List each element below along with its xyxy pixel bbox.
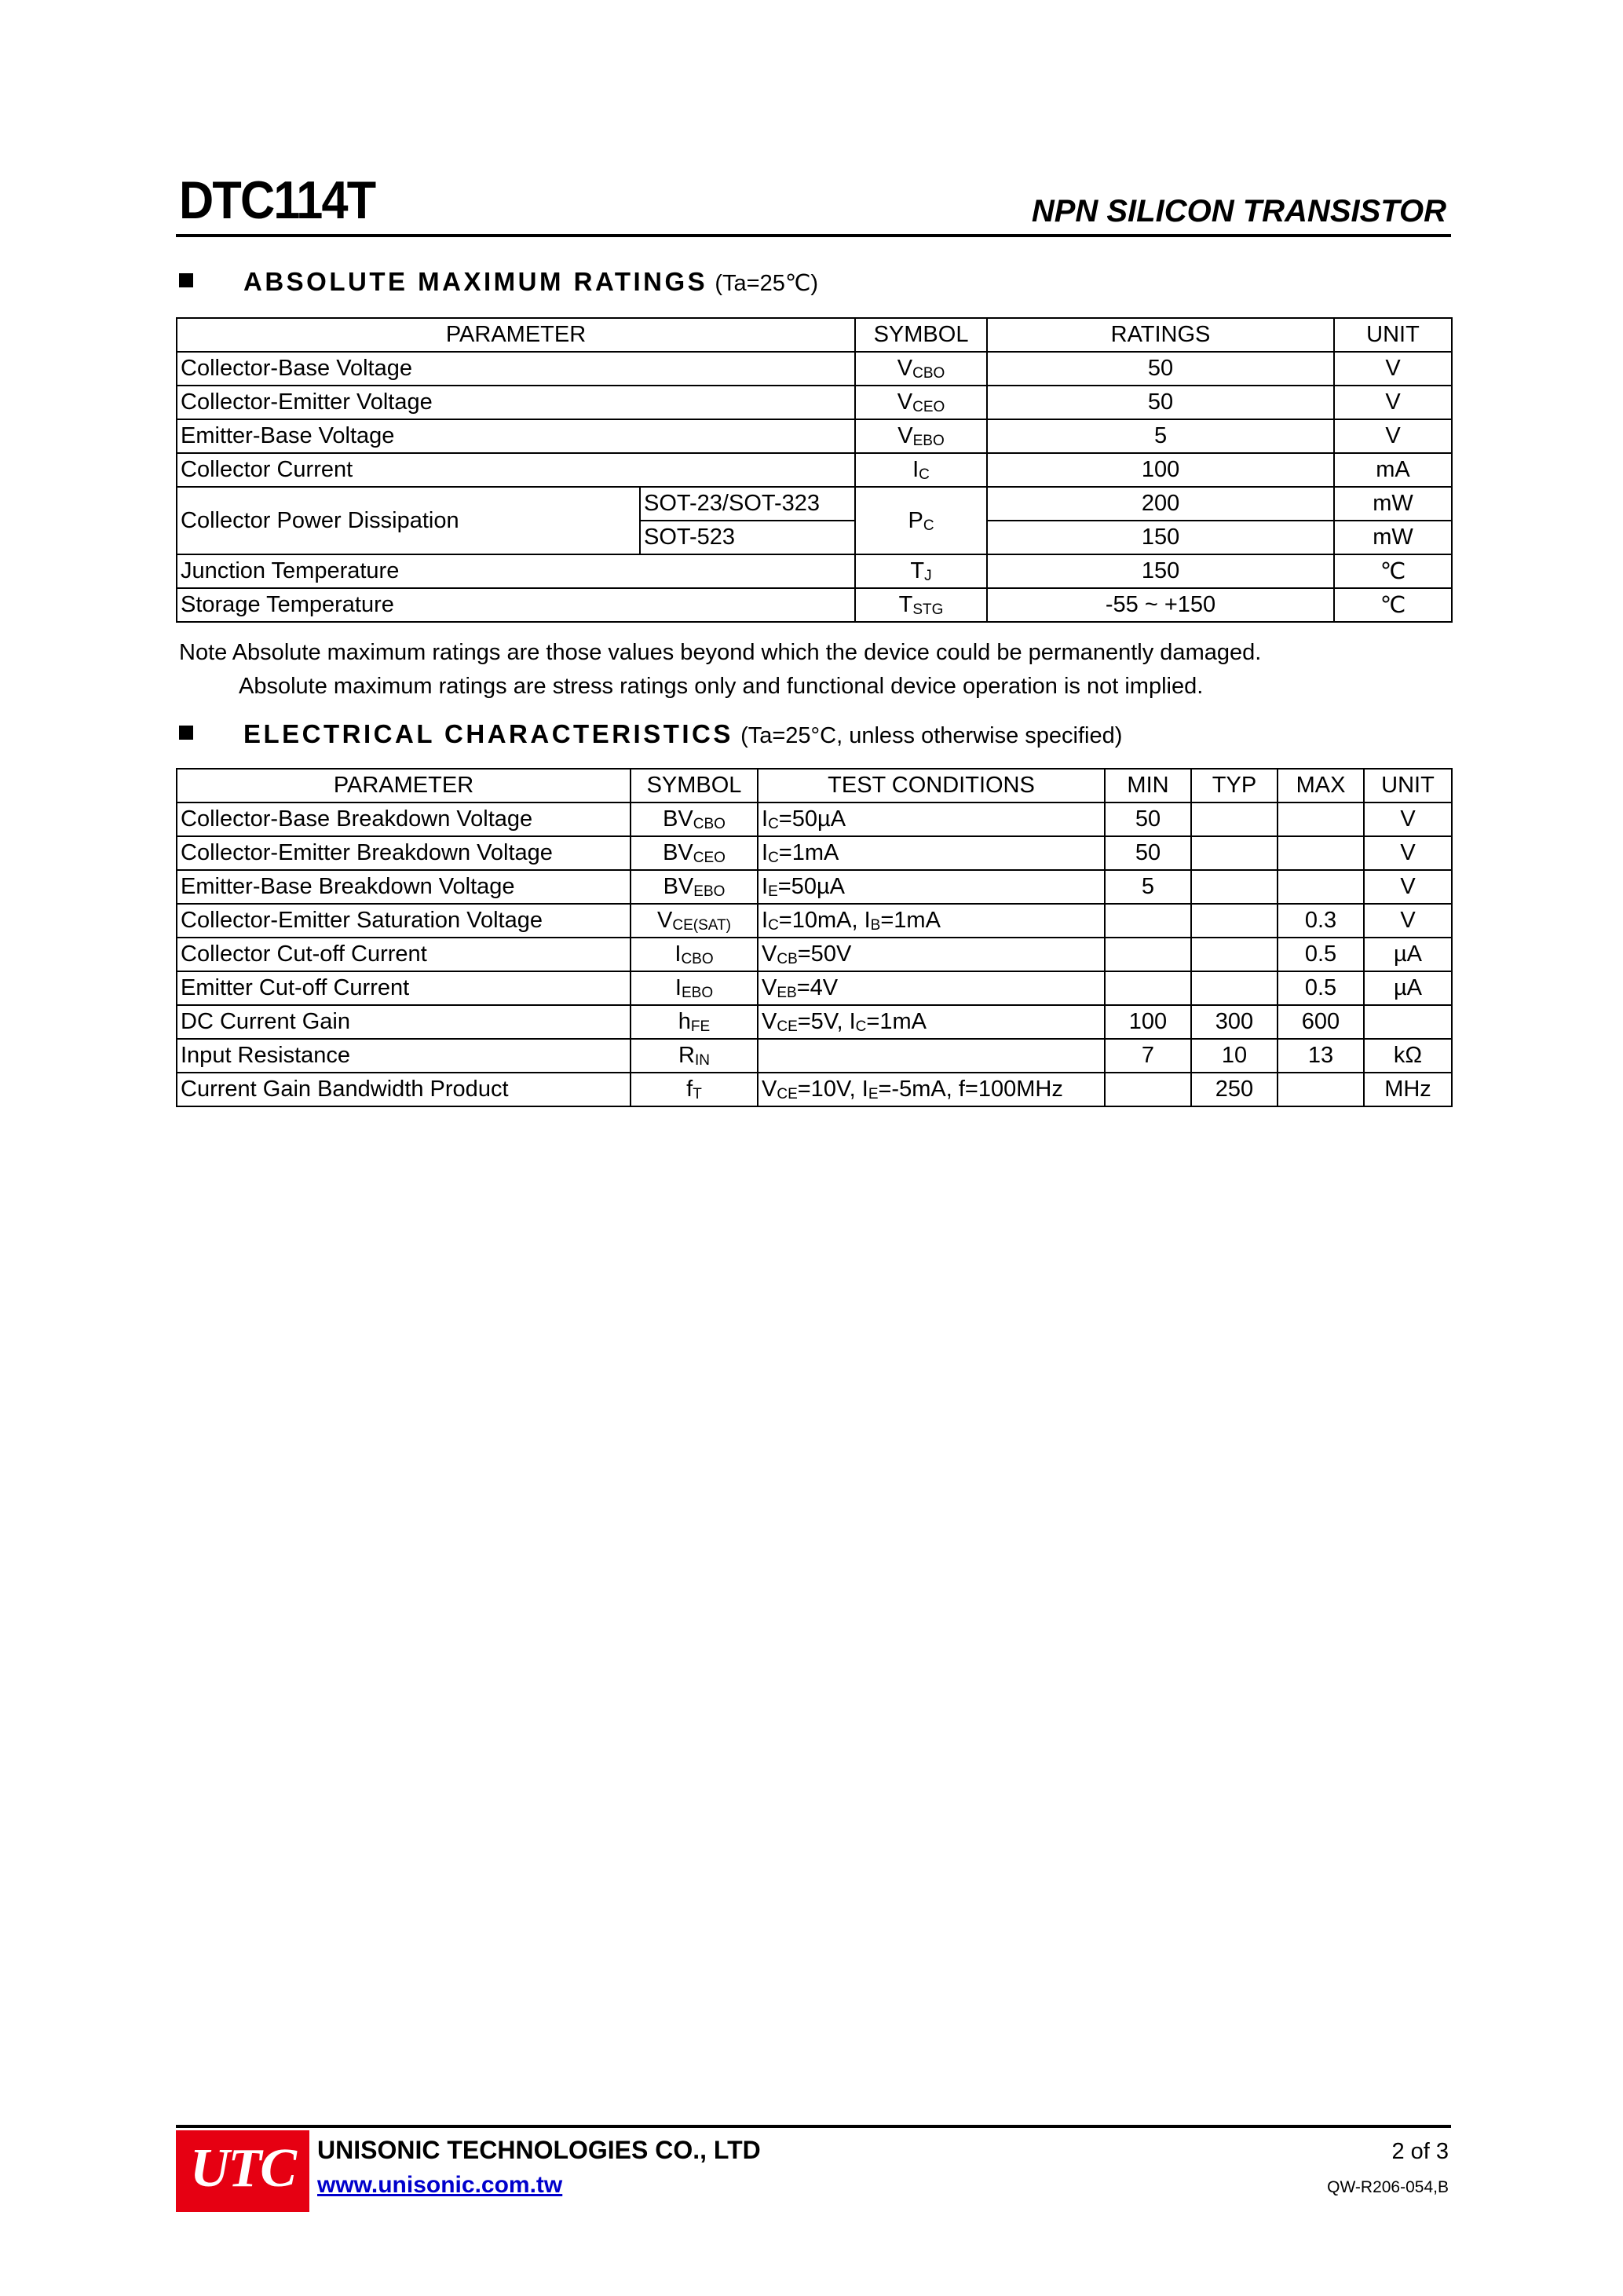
col-header-max: MAX [1278,769,1364,803]
param-cell: Collector-Base Breakdown Voltage [177,803,631,836]
max-cell: 0.5 [1278,938,1364,971]
typ-cell: 250 [1191,1073,1278,1106]
table-row [177,938,1452,971]
unit-cell: V [1334,419,1452,453]
symbol-cell: $V_{CE(SAT)}$ [631,904,758,938]
col-header-min: MIN [1105,769,1191,803]
max-cell: 600 [1278,1005,1364,1039]
page-number: 2 of 3 [1391,2139,1449,2164]
param-cell: Collector-Emitter Saturation Voltage [177,904,631,938]
abs-max-section-title [179,267,818,297]
elec-section-title [179,719,1122,749]
unit-cell: mA [1334,453,1452,487]
min-cell: 50 [1105,836,1191,870]
abs-max-table [176,317,1453,623]
param-cell: Emitter-Base Breakdown Voltage [177,870,631,904]
rating-cell: -55 ~ +150 [987,588,1334,622]
unit-cell: µA [1364,971,1452,1005]
col-header-symbol: SYMBOL [631,769,758,803]
max-cell [1278,870,1364,904]
unit-cell: V [1364,803,1452,836]
typ-cell [1191,803,1278,836]
table-row [177,487,1452,521]
rating-cell: 150 [987,554,1334,588]
param-cell: Collector-Base Voltage [177,352,855,386]
unit-cell: MHz [1364,1073,1452,1106]
test-cell: $V_{EB}=4V$ [758,971,1105,1005]
table-row [177,904,1452,938]
min-cell [1105,1073,1191,1106]
max-cell: 13 [1278,1039,1364,1073]
test-cell: $V_{CE}=10V$, $I_E=-5mA$, f=100MHz [758,1073,1105,1106]
table-row [177,453,1452,487]
table-row [177,971,1452,1005]
col-header-unit: UNIT [1334,318,1452,352]
test-cell: $I_C=1mA$ [758,836,1105,870]
abs-max-condition: (Ta=25℃) [715,271,819,296]
param-cell: Emitter-Base Voltage [177,419,855,453]
rating-cell: 200 [987,487,1334,521]
typ-cell [1191,870,1278,904]
table-row [177,386,1452,419]
test-cell: $V_{CB}=50V$ [758,938,1105,971]
unit-cell: V [1364,870,1452,904]
rating-cell: 100 [987,453,1334,487]
min-cell [1105,904,1191,938]
table-row [177,588,1452,622]
min-cell [1105,938,1191,971]
rating-cell: 150 [987,521,1334,554]
min-cell [1105,971,1191,1005]
device-type: NPN SILICON TRANSISTOR [1031,194,1446,229]
unit-cell: mW [1334,521,1452,554]
param-cell: Collector Power Dissipation [177,487,640,554]
abs-max-note-1: Note Absolute maximum ratings are those values beyond which the device could be permanently damaged. [179,640,1262,665]
max-cell: 0.5 [1278,971,1364,1005]
website-link[interactable]: www.unisonic.com.tw [317,2172,563,2198]
table-header-row [177,769,1452,803]
table-row [177,836,1452,870]
package-cell: SOT-523 [640,521,855,554]
symbol-cell: $I_C$ [855,453,987,487]
col-header-test-conditions: TEST CONDITIONS [758,769,1105,803]
symbol-cell: $BV_{CBO}$ [631,803,758,836]
rating-cell: 5 [987,419,1334,453]
utc-logo [176,2130,309,2212]
rating-cell: 50 [987,386,1334,419]
utc-logo-text: UTC [190,2138,295,2199]
unit-cell: ℃ [1334,554,1452,588]
unit-cell: V [1334,352,1452,386]
symbol-cell: $V_{EBO}$ [855,419,987,453]
typ-cell [1191,904,1278,938]
symbol-cell: $h_{FE}$ [631,1005,758,1039]
table-row [177,1073,1452,1106]
max-cell [1278,836,1364,870]
square-bullet-icon [179,726,193,740]
param-cell: Storage Temperature [177,588,855,622]
elec-title: ELECTRICAL CHARACTERISTICS [243,719,733,748]
max-cell [1278,1073,1364,1106]
elec-table [176,768,1453,1107]
param-cell: Current Gain Bandwidth Product [177,1073,631,1106]
abs-max-note-2: Absolute maximum ratings are stress ratings only and functional device operation is not implied. [239,674,1204,699]
unit-cell: V [1364,836,1452,870]
elec-condition: (Ta=25°C, unless otherwise specified) [740,723,1123,748]
param-cell: Input Resistance [177,1039,631,1073]
table-row [177,1005,1452,1039]
symbol-cell: $BV_{EBO}$ [631,870,758,904]
test-cell: $I_E=50\mu A$ [758,870,1105,904]
col-header-unit: UNIT [1364,769,1452,803]
symbol-cell: $P_C$ [855,487,987,554]
table-row [177,1039,1452,1073]
col-header-typ: TYP [1191,769,1278,803]
unit-cell: ℃ [1334,588,1452,622]
max-cell: 0.3 [1278,904,1364,938]
abs-max-title: ABSOLUTE MAXIMUM RATINGS [243,267,708,296]
table-row [177,870,1452,904]
unit-cell: kΩ [1364,1039,1452,1073]
document-code: QW-R206-054,B [1327,2178,1449,2196]
footer-rule [176,2125,1451,2128]
table-row [177,352,1452,386]
param-cell: Emitter Cut-off Current [177,971,631,1005]
unit-cell [1364,1005,1452,1039]
col-header-symbol: SYMBOL [855,318,987,352]
test-cell: $I_C=10mA$, $I_B=1mA$ [758,904,1105,938]
min-cell: 50 [1105,803,1191,836]
symbol-cell: $f_T$ [631,1073,758,1106]
table-row [177,554,1452,588]
test-cell: $V_{CE}=5V$, $I_C=1mA$ [758,1005,1105,1039]
min-cell: 7 [1105,1039,1191,1073]
test-cell [758,1039,1105,1073]
company-name: UNISONIC TECHNOLOGIES CO., LTD [317,2136,761,2164]
unit-cell: V [1364,904,1452,938]
col-header-parameter: PARAMETER [177,318,855,352]
param-cell: DC Current Gain [177,1005,631,1039]
unit-cell: V [1334,386,1452,419]
unit-cell: µA [1364,938,1452,971]
square-bullet-icon [179,273,193,287]
symbol-cell: $V_{CBO}$ [855,352,987,386]
typ-cell: 300 [1191,1005,1278,1039]
typ-cell [1191,971,1278,1005]
max-cell [1278,803,1364,836]
table-row [177,419,1452,453]
page-header [176,170,1451,237]
symbol-cell: $T_J$ [855,554,987,588]
symbol-cell: $T_{STG}$ [855,588,987,622]
param-cell: Collector-Emitter Voltage [177,386,855,419]
symbol-cell: $BV_{CEO}$ [631,836,758,870]
param-cell: Junction Temperature [177,554,855,588]
col-header-ratings: RATINGS [987,318,1334,352]
symbol-cell: $R_{IN}$ [631,1039,758,1073]
typ-cell: 10 [1191,1039,1278,1073]
col-header-parameter: PARAMETER [177,769,631,803]
unit-cell: mW [1334,487,1452,521]
param-cell: Collector Cut-off Current [177,938,631,971]
package-cell: SOT-23/SOT-323 [640,487,855,521]
part-number: DTC114T [179,170,375,230]
typ-cell [1191,938,1278,971]
rating-cell: 50 [987,352,1334,386]
param-cell: Collector Current [177,453,855,487]
min-cell: 100 [1105,1005,1191,1039]
param-cell: Collector-Emitter Breakdown Voltage [177,836,631,870]
table-row [177,803,1452,836]
table-header-row [177,318,1452,352]
min-cell: 5 [1105,870,1191,904]
symbol-cell: $I_{EBO}$ [631,971,758,1005]
symbol-cell: $I_{CBO}$ [631,938,758,971]
test-cell: $I_C=50\mu A$ [758,803,1105,836]
typ-cell [1191,836,1278,870]
symbol-cell: $V_{CEO}$ [855,386,987,419]
